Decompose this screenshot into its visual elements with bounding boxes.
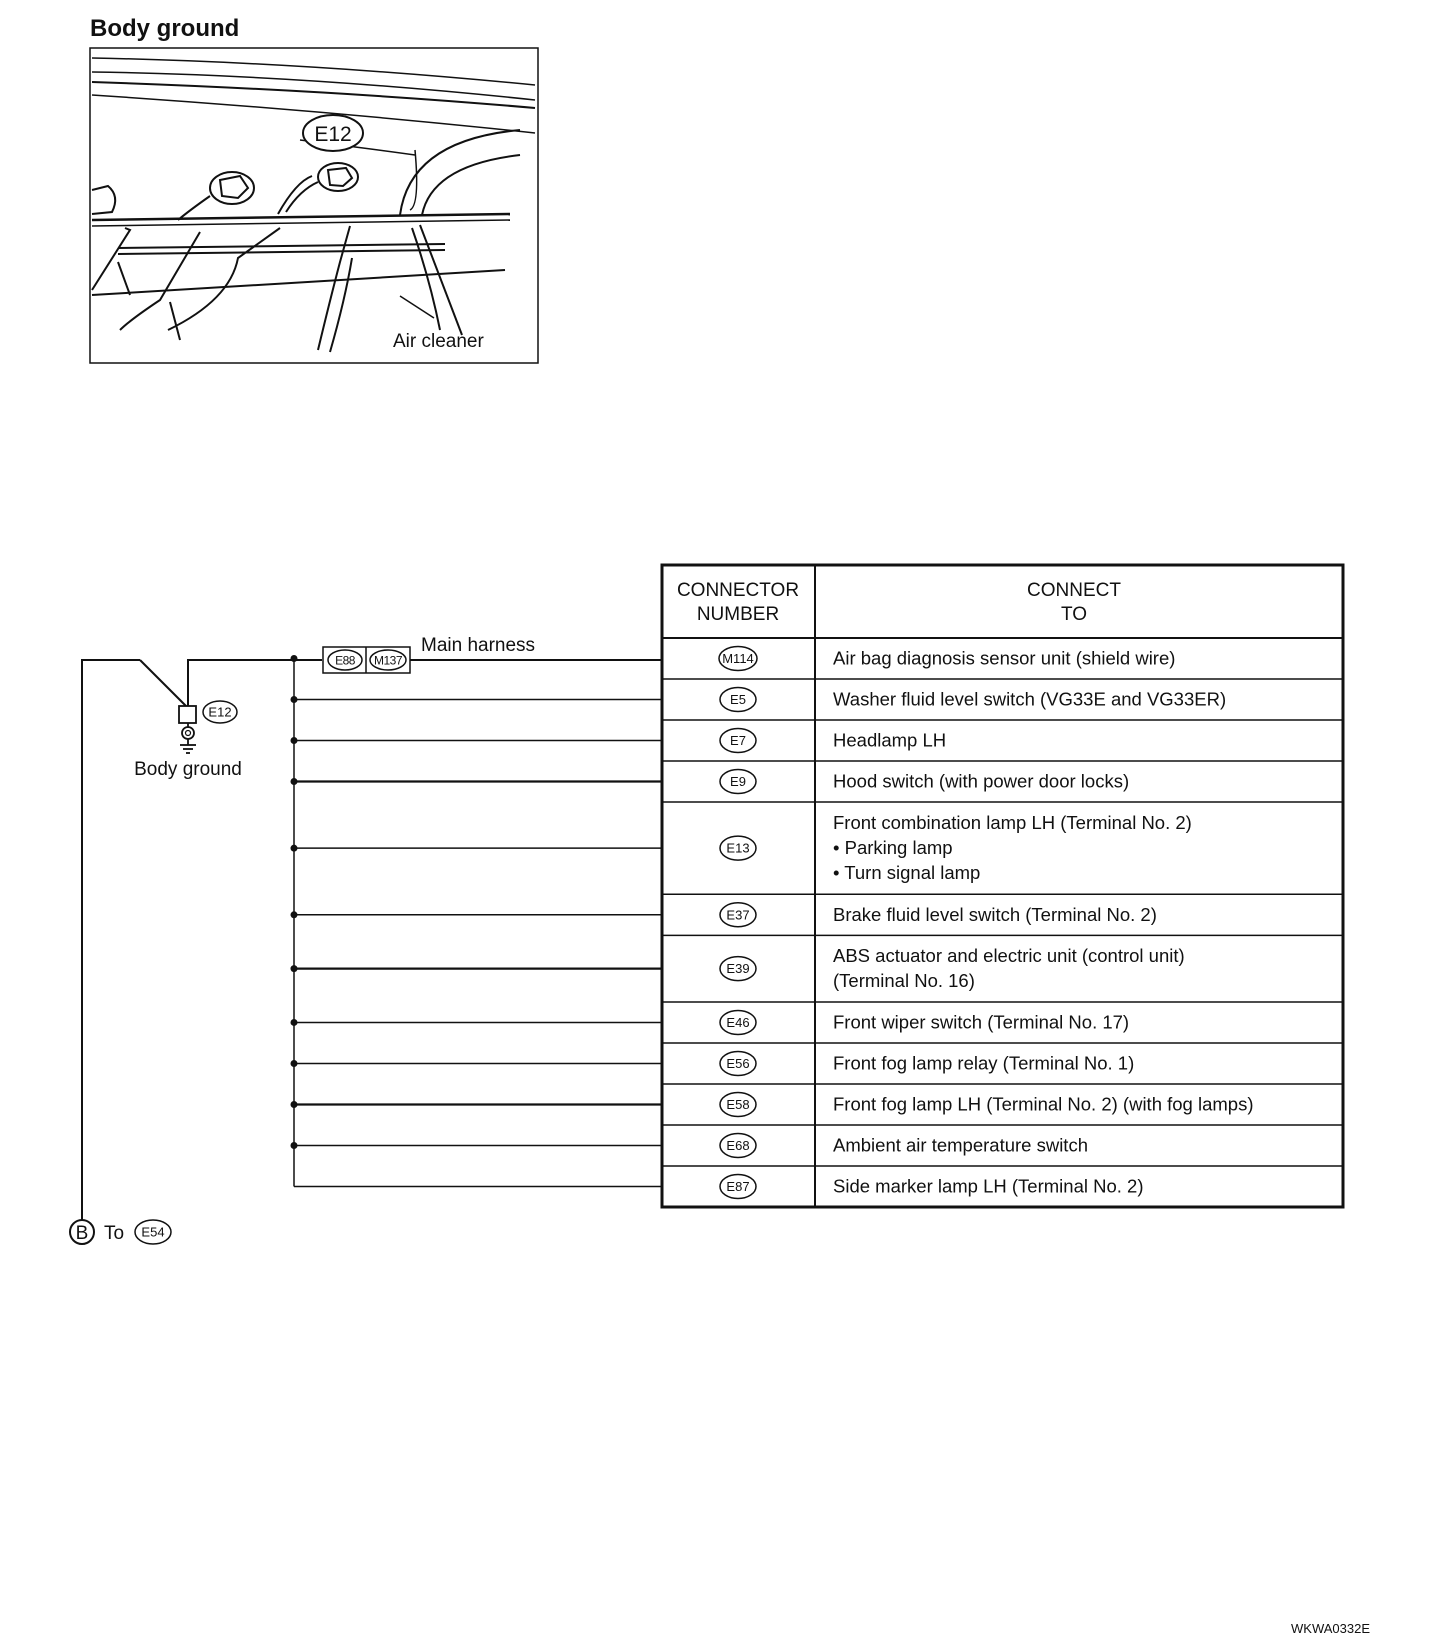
connector-number: E5 — [730, 692, 746, 708]
connect-to-text: Side marker lamp LH (Terminal No. 2) — [833, 1175, 1144, 1197]
connector-table — [662, 565, 1343, 1207]
connector-number: E56 — [726, 1055, 750, 1071]
connector-number: E68 — [726, 1137, 750, 1153]
header-to-line2: TO — [1060, 604, 1088, 625]
figure-code: WKWA0332E — [1291, 1621, 1370, 1636]
main-harness-label: Main harness — [421, 635, 536, 656]
ground-feed-wire — [140, 660, 186, 706]
splice-dot — [291, 845, 298, 852]
body-ground-label: Body ground — [134, 759, 242, 780]
header-number-line1: CONNECTOR — [676, 580, 800, 601]
ground-symbol-icon — [179, 706, 196, 753]
photo-title: Body ground — [90, 15, 240, 42]
connector-number: E9 — [730, 774, 746, 790]
photo-callout-text: E12 — [314, 123, 352, 146]
harness-connector-1-text: E88 — [335, 653, 355, 668]
splice-dot — [291, 737, 298, 744]
connector-number: E13 — [726, 840, 750, 856]
connector-number: E39 — [726, 961, 750, 977]
splice-dot — [291, 1142, 298, 1149]
air-cleaner-label: Air cleaner — [393, 331, 484, 352]
connect-to-text: Brake fluid level switch (Terminal No. 2) — [833, 903, 1157, 925]
ground-connector-text: E12 — [208, 704, 232, 720]
connect-to-text: Front fog lamp relay (Terminal No. 1) — [833, 1052, 1135, 1074]
splice-dot — [291, 965, 298, 972]
splice-dot — [291, 778, 298, 785]
header-number-line2: NUMBER — [696, 604, 780, 625]
connect-to-text: Hood switch (with power door locks) — [833, 770, 1130, 792]
splice-dot — [291, 1101, 298, 1108]
harness-connector-2-text: M137 — [373, 653, 403, 668]
link-to-text: To — [104, 1223, 125, 1244]
illustration-frame — [90, 48, 538, 363]
header-to-line1: CONNECT — [1027, 580, 1121, 601]
connect-to-text: Front wiper switch (Terminal No. 17) — [833, 1011, 1130, 1033]
connector-number: E87 — [726, 1178, 750, 1194]
splice-dot — [291, 911, 298, 918]
splice-dot — [291, 655, 298, 662]
connect-to-text: Ambient air temperature switch — [833, 1134, 1088, 1156]
connector-number: E7 — [730, 733, 746, 749]
link-letter: B — [75, 1223, 89, 1244]
connect-to-text: Headlamp LH — [833, 729, 947, 751]
connector-number: M114 — [722, 651, 754, 667]
connector-number: E46 — [726, 1014, 750, 1030]
splice-dot — [291, 1019, 298, 1026]
splice-dot — [291, 696, 298, 703]
link-target-text: E54 — [141, 1224, 165, 1240]
splice-dot — [291, 1060, 298, 1067]
connect-to-text: Front combination lamp LH (Terminal No. 2) — [833, 812, 1192, 834]
ground-return-wire — [82, 660, 140, 1220]
connect-to-text: Front fog lamp LH (Terminal No. 2) (with fog lamps) — [833, 1093, 1254, 1115]
body-ground-illustration — [90, 48, 538, 363]
ground-wiring — [70, 635, 662, 1244]
connect-to-text: Air bag diagnosis sensor unit (shield wire) — [833, 647, 1176, 669]
connector-number: E37 — [726, 907, 750, 923]
connect-to-text: • Turn signal lamp — [833, 862, 981, 884]
connector-number: E58 — [726, 1096, 750, 1112]
connect-to-text: Washer fluid level switch (VG33E and VG33ER) — [833, 688, 1227, 710]
connect-to-text: ABS actuator and electric unit (control unit) — [833, 945, 1185, 967]
connect-to-text: • Parking lamp — [833, 837, 953, 859]
connect-to-text: (Terminal No. 16) — [833, 970, 975, 992]
